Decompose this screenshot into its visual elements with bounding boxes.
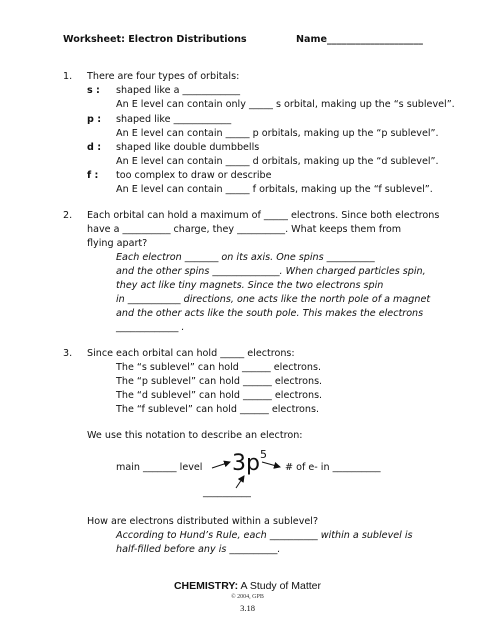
arrow-to-count (262, 462, 280, 467)
spin-explanation-line: Each electron _______ on its axis. One spins __________ (116, 252, 375, 263)
notation-intro: We use this notation to describe an electron: (87, 430, 303, 441)
sublevel-capacity-line: The “s sublevel” can hold ______ electrons. (116, 362, 322, 373)
worksheet-title: Worksheet: Electron Distributions (63, 34, 247, 45)
sublevel-blank: __________ (203, 487, 251, 498)
orbital-shape-d: shaped like double dumbbells (116, 142, 260, 153)
footer-brand: CHEMISTRY: (173, 580, 239, 592)
spin-explanation-line: in ___________ directions, one acts like the north pole of a magnet (116, 294, 431, 305)
spin-explanation-line: they act like tiny magnets. Since the two electrons spin (116, 280, 384, 291)
orbital-symbol-p: p : (87, 114, 102, 125)
orbital-symbol-d: d : (87, 142, 102, 153)
question-number: 3. (63, 348, 73, 359)
orbital-capacity-p: An E level can contain _____ p orbitals, making up the “p sublevel”. (116, 128, 439, 139)
orbital-capacity-d: An E level can contain _____ d orbitals, making up the “d sublevel”. (116, 156, 439, 167)
sublevel-capacity-line: The “p sublevel” can hold ______ electrons. (116, 376, 323, 387)
orbital-shape-f: too complex to draw or describe (116, 170, 272, 181)
spin-explanation-line: and the other spins ______________. When charged particles spin, (116, 266, 426, 277)
sublevel-capacity-line: The “f sublevel” can hold ______ electrons. (116, 404, 320, 415)
spin-explanation-line: and the other acts like the south pole. This makes the electrons (116, 308, 424, 319)
main-level-label: main _______ level (116, 462, 203, 473)
question-number: 1. (63, 71, 73, 82)
footer-copyright: © 2004, GPB (231, 594, 264, 600)
name-field[interactable]: Name____________________ (296, 34, 423, 45)
question-2-line: have a __________ charge, they __________. What keeps them from (87, 224, 402, 235)
orbital-symbol-s: s : (87, 85, 100, 96)
orbital-capacity-f: An E level can contain _____ f orbitals, making up the “f sublevel”. (116, 184, 433, 195)
footer-subtitle: A Study of Matter (238, 580, 322, 592)
hund-rule-line: half-filled before any is __________. (116, 544, 281, 555)
question-1-intro: There are four types of orbitals: (87, 71, 240, 82)
notation-superscript: 5 (259, 448, 267, 461)
question-3-intro: Since each orbital can hold _____ electrons: (87, 348, 295, 359)
arrow-to-sublevel (236, 476, 244, 488)
spin-explanation-line: _____________ . (116, 322, 185, 333)
hund-question: How are electrons distributed within a sublevel? (87, 516, 319, 527)
orbital-symbol-f: f : (87, 170, 99, 181)
hund-rule-line: According to Hund’s Rule, each __________ within a sublevel is (116, 530, 413, 541)
electron-count-label: # of e- in __________ (285, 462, 381, 473)
orbital-capacity-s: An E level can contain only _____ s orbital, making up the “s sublevel”. (116, 99, 455, 110)
sublevel-capacity-line: The “d sublevel” can hold ______ electrons. (116, 390, 323, 401)
question-number: 2. (63, 210, 73, 221)
page-number: 3.18 (240, 603, 255, 613)
orbital-shape-s: shaped like a ____________ (116, 85, 241, 96)
notation-symbol: 3p (232, 451, 260, 476)
question-2-line: flying apart? (87, 238, 148, 249)
orbital-shape-p: shaped like ____________ (116, 114, 232, 125)
arrow-to-level (212, 462, 230, 468)
question-2-line: Each orbital can hold a maximum of _____ electrons. Since both electrons (87, 210, 440, 221)
footer-title (0, 580, 495, 593)
